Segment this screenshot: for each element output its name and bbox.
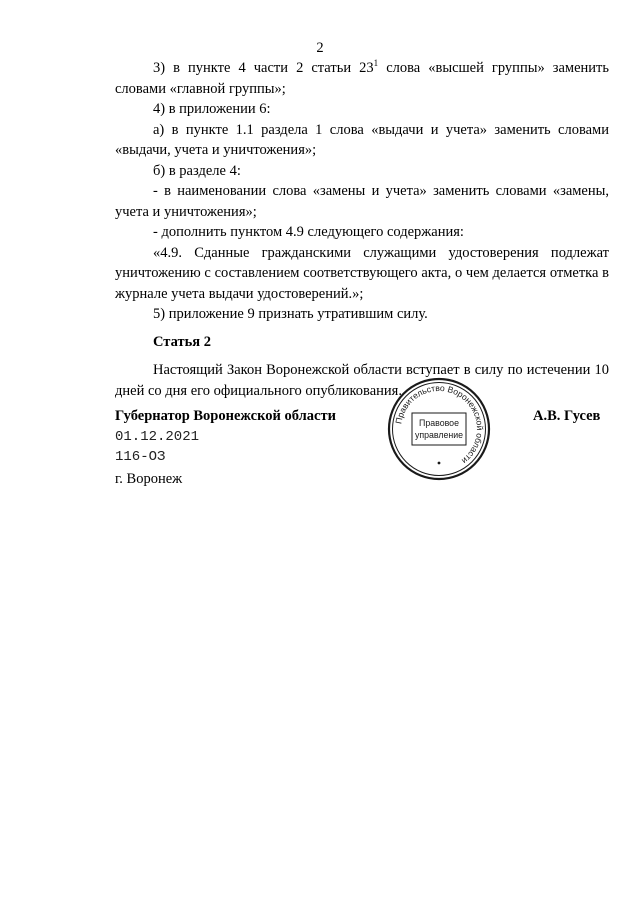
stamp-center-line2: управление	[414, 430, 464, 440]
governor-title: Губернатор Воронежской области	[115, 408, 336, 424]
item-5: 5) приложение 9 признать утратившим силу.	[153, 306, 428, 322]
city: г. Воронеж	[115, 470, 183, 487]
signing-date: 01.12.2021	[115, 428, 200, 445]
page-number: 2	[316, 40, 324, 56]
item-4b: б) в разделе 4:	[153, 162, 241, 179]
official-stamp	[386, 376, 492, 482]
article-2-heading: Статья 2	[153, 333, 211, 350]
law-number: 116-ОЗ	[115, 448, 166, 465]
stamp-dot	[438, 462, 441, 465]
item-3-text-b: слова «высшей группы» заменить словами «главной группы»;	[115, 60, 609, 97]
item-4b-rename: - в наименовании слова «замены и учета» заменить словами «замены, учета и уничтожения»;	[115, 183, 609, 220]
stamp-inner-ring	[393, 383, 486, 476]
article-2-text: Настоящий Закон Воронежской области вступает в силу по истечении 10 дней со дня его официального опубликования.	[115, 362, 609, 399]
document-body	[115, 58, 609, 401]
item-4b-add: - дополнить пунктом 4.9 следующего содержания:	[153, 224, 464, 240]
item-4a: а) в пункте 1.1 раздела 1 слова «выдачи и учета» заменить словами «выдачи, учета и уничтожения»;	[115, 121, 609, 158]
item-4: 4) в приложении 6:	[153, 101, 271, 117]
item-3-text-a: 3) в пункте 4 части 2 статьи 23	[153, 60, 374, 76]
stamp-center-line1: Правовое	[419, 418, 459, 428]
item-3	[115, 58, 609, 99]
governor-name: А.В. Гусев	[533, 408, 601, 424]
signature-block	[115, 406, 375, 489]
item-4b-point-4-9: «4.9. Сданные гражданскими служащими удостоверения подлежат уничтожению с составлением соответствующего акта, о чем делается отметка в журнале учета выдачи удостоверений.»;	[115, 244, 609, 302]
item-3-superscript: 1	[373, 58, 379, 69]
stamp-ring-text: Правительство Воронежской области	[393, 382, 486, 467]
